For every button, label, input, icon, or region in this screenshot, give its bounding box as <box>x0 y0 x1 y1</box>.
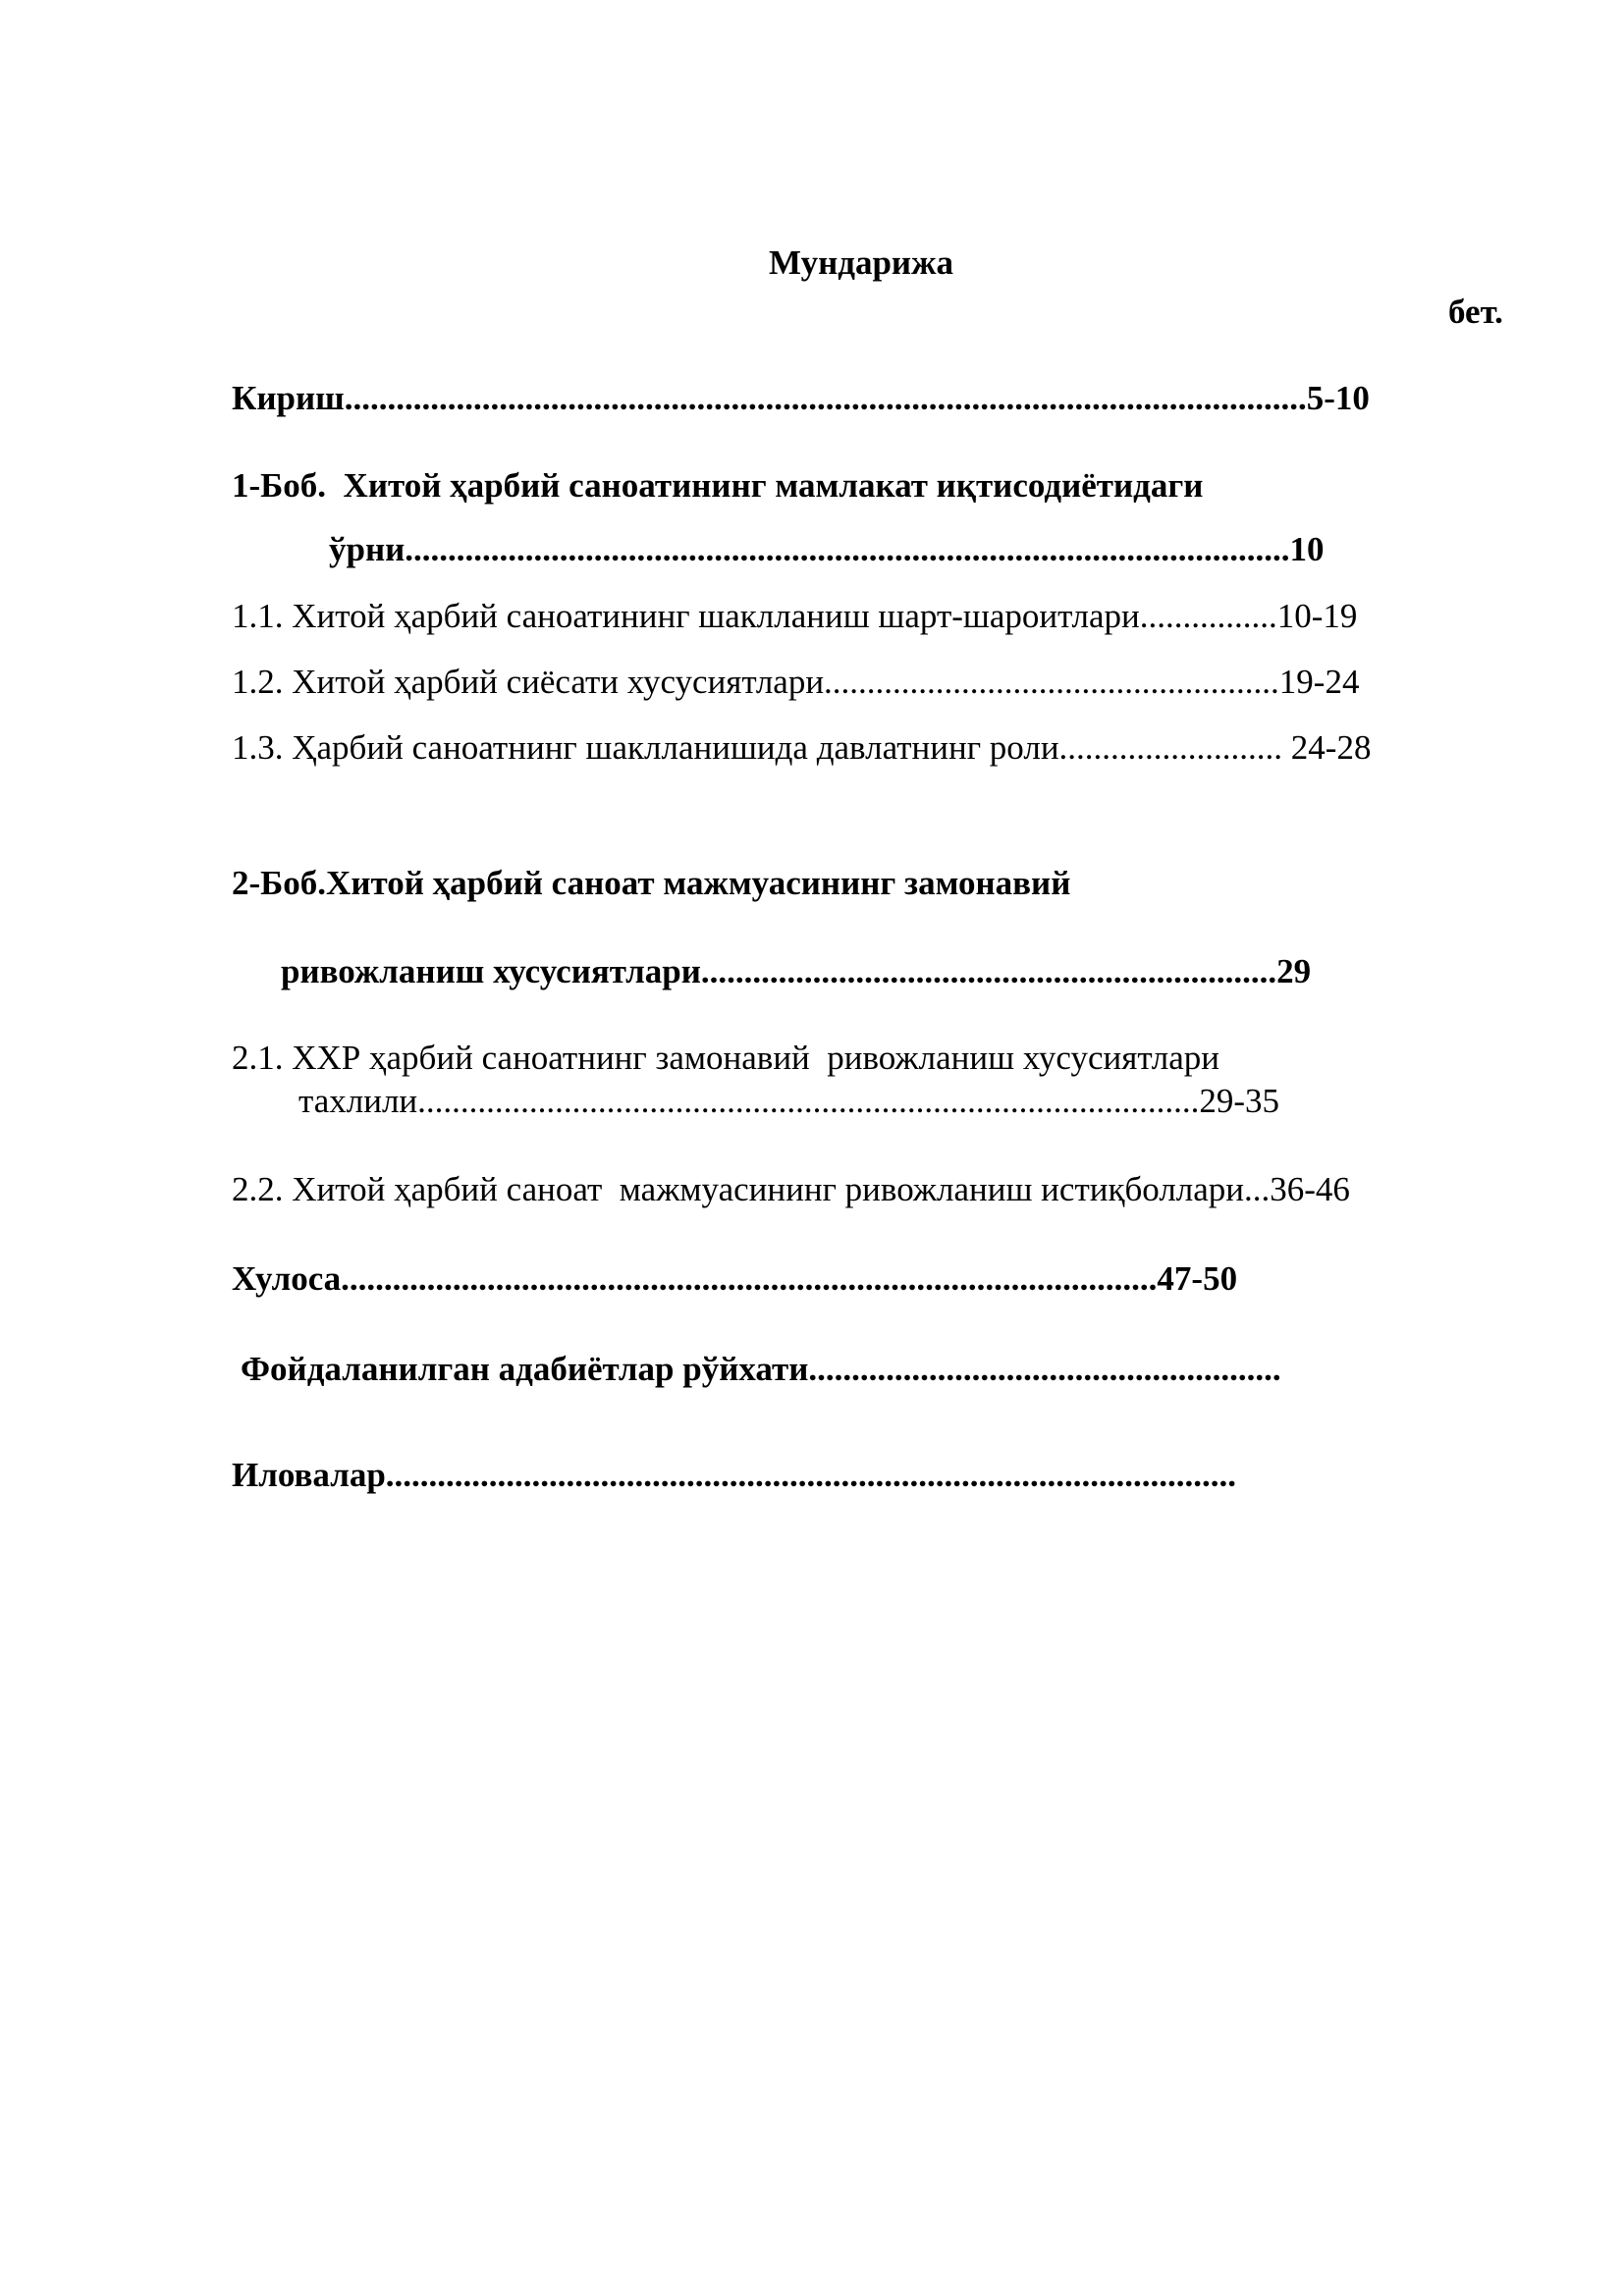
toc-section-2-2: 2.2. Хитой ҳарбий саноат мажмуасининг ривожланиш истиқболлари...36-46 <box>232 1170 1350 1208</box>
toc-chapter-1-title: 1-Боб. Хитой ҳарбий саноатининг мамлакат иқтисодиётидаги <box>232 466 1204 505</box>
toc-chapter-2-title: 2-Боб.Хитой ҳарбий саноат мажмуасининг замонавий <box>232 864 1071 902</box>
toc-section-1-1: 1.1. Хитой ҳарбий саноатининг шаклланиш шарт-шароитлари................10-19 <box>232 597 1358 635</box>
toc-section-2-1: 2.1. ХХР ҳарбий саноатнинг замонавий ривожланиш хусусиятлари <box>232 1039 1220 1077</box>
toc-section-2-1-cont: тахлили...........................................................................................29-35 <box>298 1082 1280 1120</box>
toc-entry-kirish: Кириш................................................................................................................5-10 <box>232 379 1370 417</box>
toc-entry-xulosa: Хулоса...............................................................................................47-50 <box>232 1259 1238 1298</box>
page-column-label: бет. <box>1448 293 1503 331</box>
toc-entry-appendices: Иловалар................................................................................................... <box>232 1456 1237 1494</box>
toc-section-1-3: 1.3. Ҳарбий саноатнинг шаклланишида давлатнинг роли.......................... 24-28 <box>232 728 1372 767</box>
toc-chapter-2-title-cont: ривожланиш хусусиятлари...................................................................29 <box>281 952 1312 990</box>
toc-section-1-2: 1.2. Хитой ҳарбий сиёсати хусусиятлари.....................................................19-24 <box>232 663 1360 701</box>
toc-chapter-1-title-cont: ўрни.......................................................................................................10 <box>329 530 1325 568</box>
toc-entry-bibliography: Фойдаланилган адабиётлар рўйхати....................................................... <box>241 1350 1281 1388</box>
page-title: Мундарижа <box>769 243 953 282</box>
